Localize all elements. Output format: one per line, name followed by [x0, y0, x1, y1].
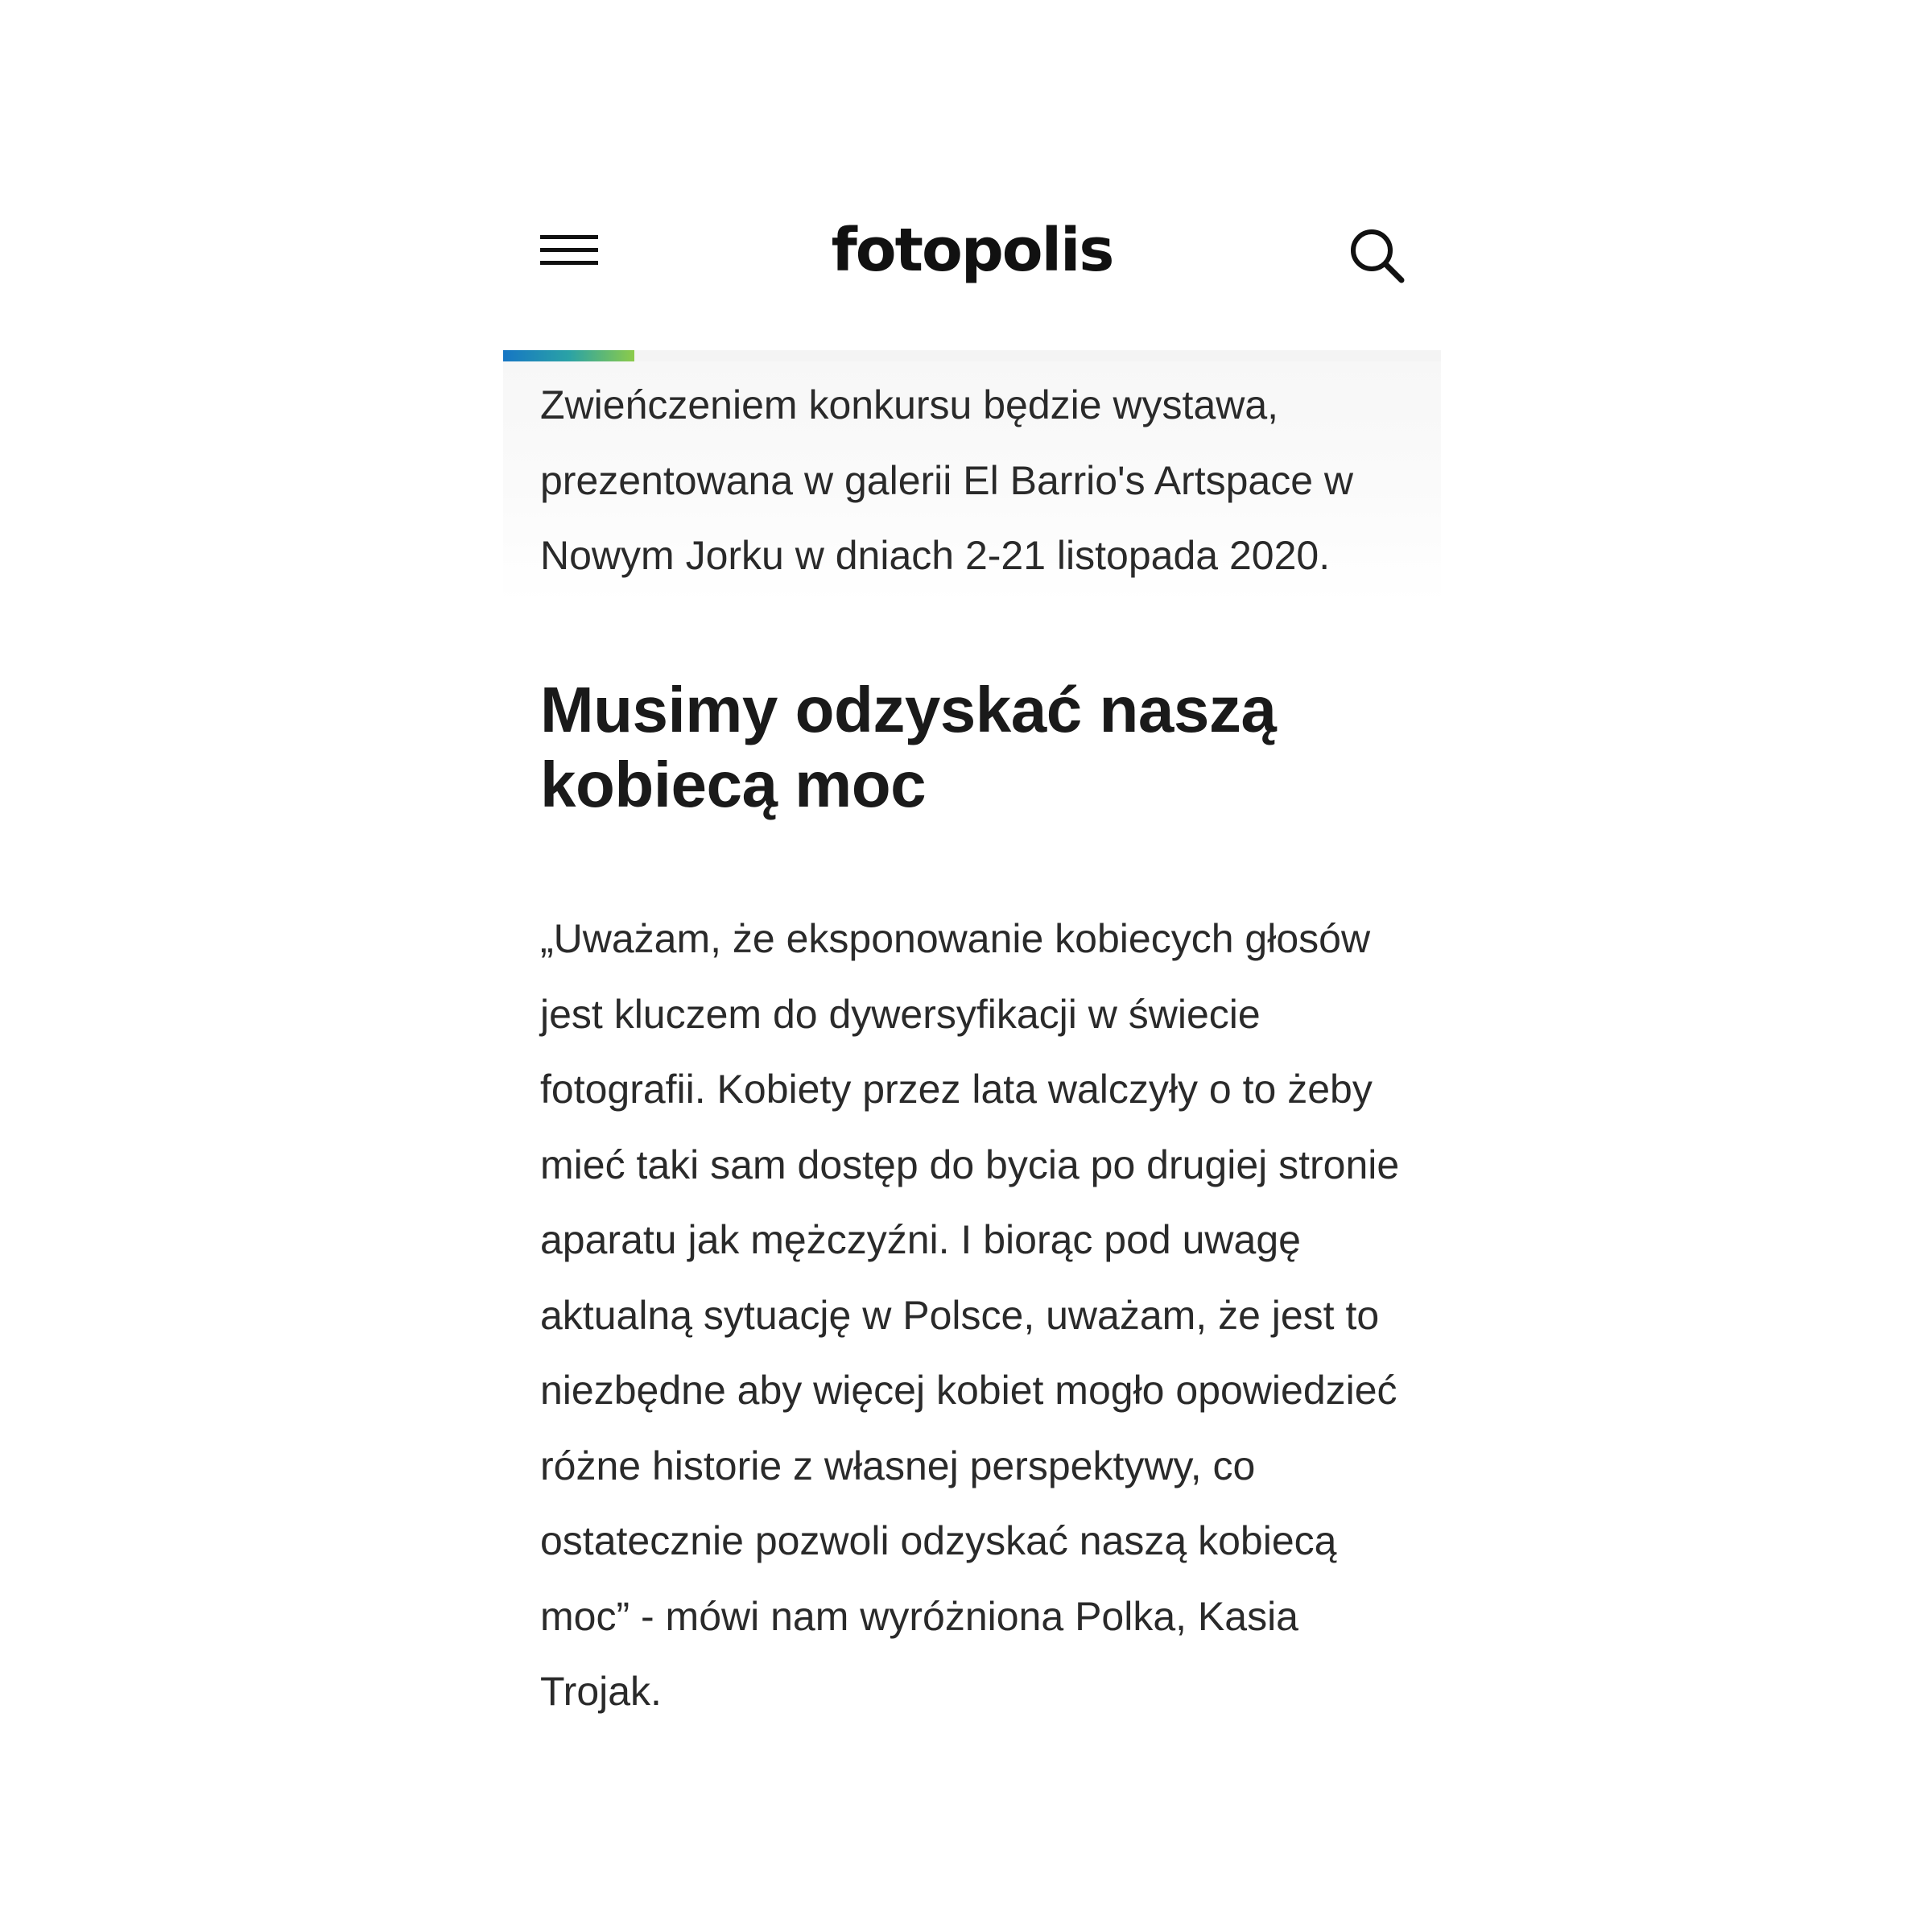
reading-progress-bar: [503, 350, 1441, 361]
search-icon[interactable]: [1348, 227, 1406, 285]
site-logo[interactable]: fotopolis: [831, 216, 1113, 285]
article-intro-block: [503, 361, 1441, 603]
intro-paragraph: Zwieńczeniem konkursu będzie wystawa, prezentowana w galerii El Barrio's Artspace w Nowym Jorku w dniach 2-21 listopada 2020.: [540, 382, 1354, 578]
reading-progress-fill: [503, 350, 634, 361]
mobile-viewport: [503, 185, 1441, 1787]
quote-paragraph: „Uważam, że eksponowanie kobiecych głosów jest kluczem do dywersyfikacji w świecie fotografii. Kobiety przez lata walczyły o to żeby mieć taki sam dostęp do bycia po drugiej stronie aparatu jak mężczyźni. I biorąc pod uwagę aktualną sytuację w Polsce, uważam, że jest to niezbędne aby więcej kobiet mogło opowiedzieć różne historie z własnej perspektywy, co ostatecznie pozwoli odzyskać naszą kobiecą moc” - mówi nam wyróżniona Polka, Kasia Trojak.: [540, 916, 1400, 1714]
section-heading: Musimy odzyskać naszą kobiecą moc: [540, 674, 1277, 820]
site-header: [503, 185, 1441, 350]
